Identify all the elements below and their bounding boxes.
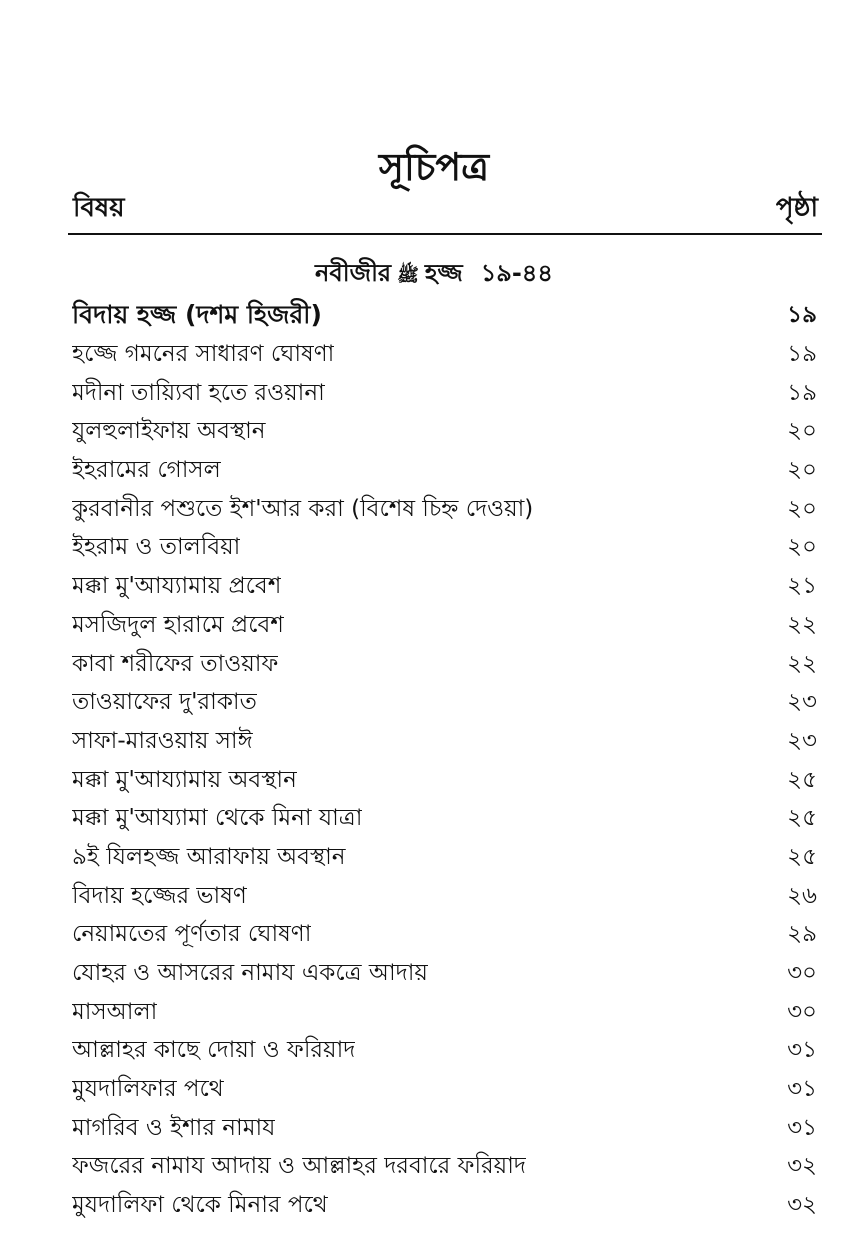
toc-entry[interactable] [72,644,817,683]
toc-entry-page: ২৫ [787,766,817,793]
toc-entry-page: ৩১ [787,1076,817,1103]
toc-entry[interactable] [72,528,817,567]
toc-entry-title: যুলহুলাইফায় অবস্থান [72,418,266,445]
toc-entry[interactable] [72,1147,817,1186]
toc-entry-title: আল্লাহর কাছে দোয়া ও ফরিয়াদ [72,1037,356,1064]
toc-entry[interactable] [72,1108,817,1147]
toc-entry[interactable] [72,373,817,412]
toc-entry-title: মদীনা তায়্যিবা হতে রওয়ানা [72,379,325,406]
toc-entry[interactable] [72,876,817,915]
toc-entry-page: ২০ [787,418,817,445]
toc-entry[interactable] [72,799,817,838]
toc-entry-title: ইহরামের গোসল [72,457,221,484]
toc-entry-title: বিদায় হজ্জ (দশম হিজরী) [72,300,322,330]
toc-entry-page: ২৬ [787,882,817,909]
toc-entry-page: ৩০ [787,998,817,1025]
toc-entry[interactable] [72,1070,817,1109]
toc-entry-title: মক্কা মু'আয্যামায় অবস্থান [72,766,297,793]
toc-entry[interactable] [72,1186,817,1225]
toc-entry[interactable] [72,451,817,490]
toc-list [72,296,817,1225]
toc-entry-page: ৩২ [787,1153,817,1180]
section-title: নবীজীর [315,259,392,287]
toc-entry-page: ১৯ [787,379,817,406]
toc-entry-title: তাওয়াফের দু'রাকাত [72,689,257,716]
toc-entry-page: ২০ [787,495,817,522]
toc-entry-title: মাসআলা [72,998,158,1025]
subject-column-heading: বিষয় [73,193,125,223]
toc-entry-title: মক্কা মু'আয্যামা থেকে মিনা যাত্রা [72,805,363,832]
toc-entry-title: কুরবানীর পশুতে ইশ'আর করা (বিশেষ চিহ্ন দেওয়া) [72,495,534,522]
toc-entry-page: ২৩ [787,727,817,754]
toc-entry[interactable] [72,760,817,799]
toc-entry[interactable] [72,1031,817,1070]
salutation-symbol: ﷺ [397,265,419,286]
toc-entry-page: ২৫ [787,805,817,832]
toc-entry[interactable] [72,567,817,606]
toc-entry-page: ১৯ [787,341,817,368]
toc-entry-title: মসজিদুল হারামে প্রবেশ [72,611,284,638]
toc-entry[interactable] [72,915,817,954]
toc-entry[interactable] [72,683,817,722]
toc-entry-page: ৩২ [787,1192,817,1219]
toc-entry[interactable] [72,296,817,335]
toc-entry[interactable] [72,992,817,1031]
toc-entry-page: ২২ [787,611,817,638]
toc-entry-title: নেয়ামতের পূর্ণতার ঘোষণা [72,921,312,948]
toc-entry-title: ৯ই যিলহজ্জ আরাফায় অবস্থান [72,843,346,870]
toc-entry-title: যোহর ও আসরের নামায একত্রে আদায় [72,960,428,987]
toc-entry-page: ২২ [787,650,817,677]
toc-entry[interactable] [72,722,817,761]
toc-entry[interactable] [72,838,817,877]
toc-entry-page: ১৯ [787,302,817,329]
toc-entry-title: বিদায় হজ্জের ভাষণ [72,882,247,909]
toc-entry-title: মুযদালিফার পথে [72,1076,224,1103]
toc-entry-title: হজ্জে গমনের সাধারণ ঘোষণা [72,341,335,368]
toc-entry-page: ২৫ [787,843,817,870]
toc-entry-page: ২৩ [787,689,817,716]
toc-entry-page: ২১ [787,573,817,600]
toc-entry-title: মুযদালিফা থেকে মিনার পথে [72,1192,328,1219]
toc-entry-title: মাগরিব ও ইশার নামায [72,1114,276,1141]
toc-entry-title: মক্কা মু'আয্যামায় প্রবেশ [72,573,282,600]
header-divider [68,233,822,235]
toc-entry-page: ২৯ [787,921,817,948]
toc-entry-title: সাফা-মারওয়ায় সাঈ [72,727,253,754]
page-column-heading: পৃষ্ঠা [775,193,818,223]
section-heading [0,256,868,293]
page-title: সূচিপত্র [378,145,490,189]
toc-entry-page: ৩০ [787,960,817,987]
toc-entry-page: ২০ [787,534,817,561]
toc-entry[interactable] [72,412,817,451]
toc-entry-page: ৩১ [787,1114,817,1141]
toc-entry-page: ২০ [787,457,817,484]
toc-entry[interactable] [72,335,817,374]
toc-entry[interactable] [72,954,817,993]
section-page-range: ১৯-৪৪ [480,259,553,287]
toc-entry-title: ইহরাম ও তালবিয়া [72,534,241,561]
toc-entry-title: কাবা শরীফের তাওয়াফ [72,650,279,677]
toc-entry-title: ফজরের নামায আদায় ও আল্লাহর দরবারে ফরিয়াদ [72,1153,526,1180]
toc-entry[interactable] [72,489,817,528]
section-subtitle: হজ্জ [424,259,463,287]
toc-entry[interactable] [72,606,817,645]
toc-entry-page: ৩১ [787,1037,817,1064]
